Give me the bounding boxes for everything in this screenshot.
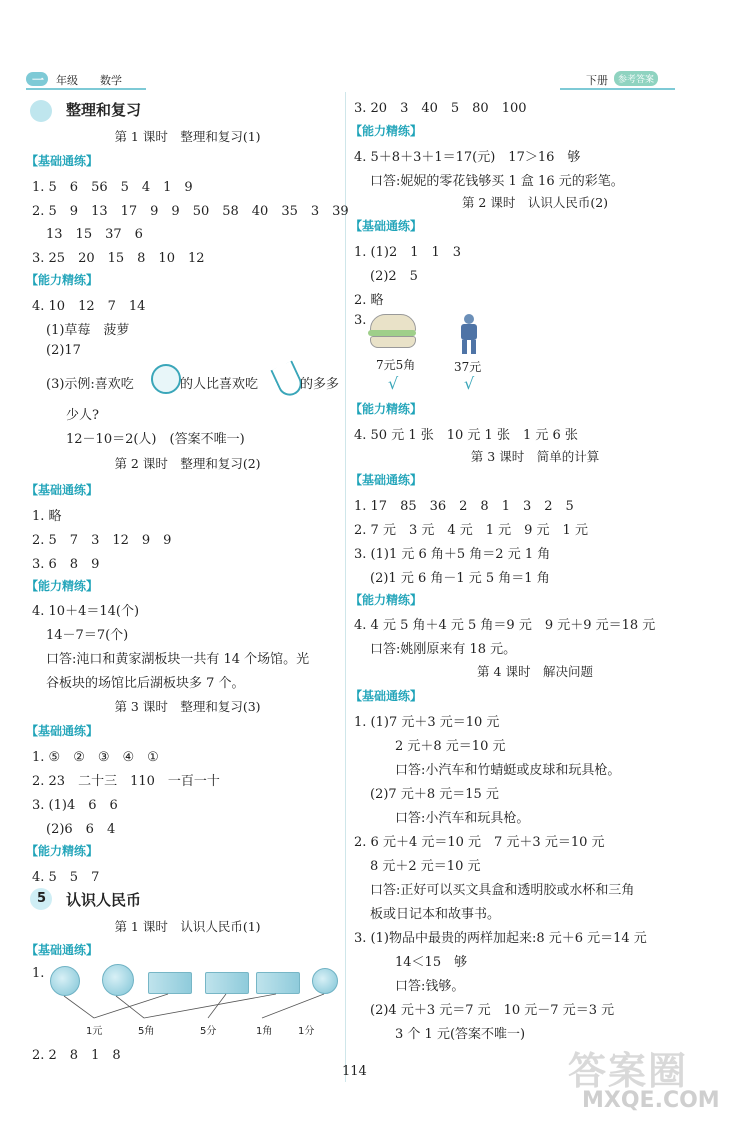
answer-line: 1. (1)7 元＋3 元＝10 元 bbox=[354, 715, 500, 730]
answer-line: 口答:姚刚原来有 18 元。 bbox=[370, 642, 517, 657]
money-label: 1角 bbox=[256, 1026, 273, 1037]
price-label: 37元 bbox=[454, 360, 482, 374]
check-mark-icon: √ bbox=[388, 374, 399, 393]
answer-line: 2. 7 元 3 元 4 元 1 元 9 元 1 元 bbox=[354, 523, 588, 538]
lesson-title: 第 1 课时 整理和复习(1) bbox=[114, 129, 261, 144]
answer-line: 3. 25 20 15 8 10 12 bbox=[32, 251, 205, 266]
answer-line: (1)草莓 菠萝 bbox=[46, 323, 130, 338]
answer-line: 3. (1)物品中最贵的两样加起来:8 元＋6 元＝14 元 bbox=[354, 931, 647, 946]
money-label: 1分 bbox=[298, 1026, 315, 1037]
section-tag: 【能力精练】 bbox=[350, 402, 423, 416]
answer-line: 1. 略 bbox=[32, 509, 62, 524]
money-label: 1元 bbox=[86, 1026, 103, 1037]
answer-line: 2. 略 bbox=[354, 293, 384, 308]
answer-line: (2)4 元＋3 元＝7 元 10 元－7 元＝3 元 bbox=[370, 1003, 615, 1018]
watermark: MXQE.COM bbox=[582, 1088, 720, 1113]
answer-line: 口答:钱够。 bbox=[395, 979, 465, 994]
matching-lines bbox=[40, 990, 340, 1025]
answer-line: 口答:沌口和黄家湖板块一共有 14 个场馆。光 bbox=[46, 652, 310, 667]
section-tag: 【基础通练】 bbox=[26, 483, 99, 497]
answer-line: 8 元＋2 元＝10 元 bbox=[370, 859, 481, 874]
unit-circle-icon bbox=[30, 100, 52, 122]
answer-line: 3. (1)4 6 6 bbox=[32, 798, 118, 813]
answer-line: 2. 5 9 13 17 9 9 50 58 40 35 3 39 bbox=[32, 204, 349, 219]
answer-line: (2)1 元 6 角－1 元 5 角＝1 角 bbox=[370, 571, 550, 586]
answer-line: 1. (1)2 1 1 3 bbox=[354, 245, 462, 260]
lesson-title: 第 4 课时 解决问题 bbox=[477, 664, 593, 679]
section-tag: 【基础通练】 bbox=[26, 154, 99, 168]
answer-line: 12－10＝2(人) (答案不唯一) bbox=[66, 432, 245, 447]
answer-line: (3)示例:喜欢吃 bbox=[46, 377, 134, 392]
answer-line: 口答:正好可以买文具盒和透明胶或水杯和三角 bbox=[370, 883, 635, 898]
answer-line: 3. (1)1 元 6 角＋5 角＝2 元 1 角 bbox=[354, 547, 551, 562]
volume-label: 下册 bbox=[586, 74, 608, 87]
answer-line: 2. 23 二十三 110 一百一十 bbox=[32, 774, 220, 789]
answer-line: (2)17 bbox=[46, 343, 81, 358]
hamburger-icon bbox=[370, 314, 414, 348]
column-divider bbox=[345, 92, 346, 1082]
header-line-right bbox=[560, 88, 675, 90]
answer-line: 3. bbox=[354, 313, 367, 328]
unit-title: 整理和复习 bbox=[66, 101, 142, 119]
watermark: 答案圈 bbox=[568, 1049, 689, 1093]
section-tag: 【基础通练】 bbox=[26, 724, 99, 738]
answer-line: 13 15 37 6 bbox=[46, 227, 143, 242]
answer-line: 4. 4 元 5 角＋4 元 5 角＝9 元 9 元＋9 元＝18 元 bbox=[354, 618, 656, 633]
answer-line: 4. 10＋4＝14(个) bbox=[32, 604, 140, 619]
answer-line: 3. 6 8 9 bbox=[32, 557, 100, 572]
answer-line: 口答:小汽车和玩具枪。 bbox=[395, 811, 530, 826]
page-number: 114 bbox=[342, 1064, 367, 1079]
lesson-title: 第 2 课时 认识人民币(2) bbox=[461, 195, 609, 210]
answer-line: 少人? bbox=[66, 408, 99, 423]
answer-line: 的人比喜欢吃 bbox=[180, 377, 259, 392]
answer-line: 4. 5＋8＋3＋1＝17(元) 17＞16 够 bbox=[354, 150, 581, 165]
section-tag: 【能力精练】 bbox=[350, 593, 423, 607]
section-tag: 【能力精练】 bbox=[26, 579, 99, 593]
answer-line: 4. 50 元 1 张 10 元 1 张 1 元 6 张 bbox=[354, 428, 578, 443]
money-label: 5角 bbox=[138, 1026, 155, 1037]
check-mark-icon: √ bbox=[464, 374, 475, 393]
section-tag: 【能力精练】 bbox=[26, 844, 99, 858]
answer-line: 口答:妮妮的零花钱够买 1 盒 16 元的彩笔。 bbox=[370, 174, 624, 189]
lesson-title: 第 2 课时 整理和复习(2) bbox=[114, 456, 261, 471]
answer-line: 3. 20 3 40 5 80 100 bbox=[354, 101, 527, 116]
robot-toy-icon bbox=[458, 314, 480, 354]
grade-number: 一 bbox=[32, 73, 45, 87]
answer-line: 谷板块的场馆比后湖板块多 7 个。 bbox=[46, 676, 245, 691]
apple-icon bbox=[151, 364, 181, 394]
price-label: 7元5角 bbox=[376, 358, 416, 372]
section-tag: 【基础通练】 bbox=[350, 473, 423, 487]
answer-line: 14＜15 够 bbox=[395, 955, 468, 970]
lesson-title: 第 1 课时 认识人民币(1) bbox=[114, 919, 261, 934]
answer-line: 3 个 1 元(答案不唯一) bbox=[395, 1027, 526, 1042]
unit-title: 认识人民币 bbox=[66, 891, 142, 909]
answer-badge: 参考答案 bbox=[614, 71, 658, 86]
answer-line: (2)7 元＋8 元＝15 元 bbox=[370, 787, 499, 802]
unit-number: 5 bbox=[37, 891, 47, 906]
lesson-title: 第 3 课时 整理和复习(3) bbox=[114, 699, 261, 714]
answer-line: 1. bbox=[32, 966, 45, 981]
answer-line: 2. 5 7 3 12 9 9 bbox=[32, 533, 172, 548]
subject-label: 数学 bbox=[100, 74, 122, 87]
answer-line: 2 元＋8 元＝10 元 bbox=[395, 739, 506, 754]
grade-label: 年级 bbox=[56, 74, 78, 87]
answer-line: (2)6 6 4 bbox=[46, 822, 116, 837]
section-tag: 【基础通练】 bbox=[350, 689, 423, 703]
section-tag: 【能力精练】 bbox=[26, 273, 99, 287]
lesson-title: 第 3 课时 简单的计算 bbox=[470, 449, 600, 464]
answer-line: 4. 10 12 7 14 bbox=[32, 299, 146, 314]
answer-line: 1. 17 85 36 2 8 1 3 2 5 bbox=[354, 499, 574, 514]
answer-line: (2)2 5 bbox=[370, 269, 418, 284]
money-label: 5分 bbox=[200, 1026, 217, 1037]
answer-line: 2. 6 元＋4 元＝10 元 7 元＋3 元＝10 元 bbox=[354, 835, 605, 850]
answer-line: 板或日记本和故事书。 bbox=[370, 907, 501, 922]
section-tag: 【能力精练】 bbox=[350, 124, 423, 138]
section-tag: 【基础通练】 bbox=[26, 943, 99, 957]
answer-line: 1. ⑤ ② ③ ④ ① bbox=[32, 750, 159, 765]
answer-line: 1. 5 6 56 5 4 1 9 bbox=[32, 180, 193, 195]
section-tag: 【基础通练】 bbox=[350, 219, 423, 233]
answer-line: 口答:小汽车和竹蜻蜓或皮球和玩具枪。 bbox=[395, 763, 621, 778]
header-line-left bbox=[26, 88, 146, 90]
answer-line: 14－7＝7(个) bbox=[46, 628, 129, 643]
answer-line: 4. 5 5 7 bbox=[32, 870, 100, 885]
answer-line: 2. 2 8 1 8 bbox=[32, 1048, 121, 1063]
answer-line: 的多多 bbox=[300, 377, 340, 392]
